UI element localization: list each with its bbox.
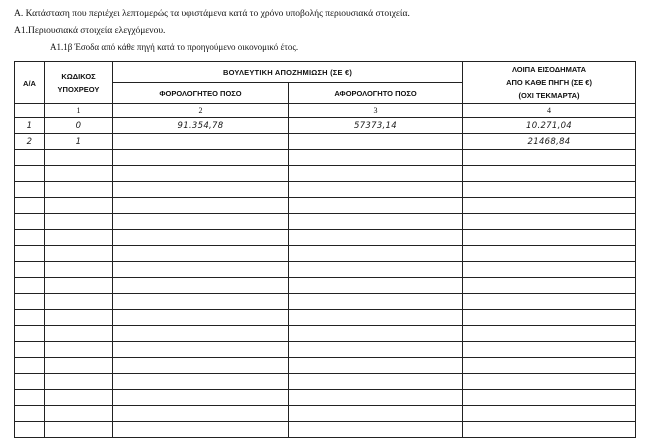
row-code: 0: [45, 118, 113, 134]
empty-cell: [45, 406, 113, 422]
empty-cell: [113, 278, 289, 294]
empty-cell: [289, 262, 463, 278]
table-row: [15, 134, 636, 150]
empty-row: [15, 326, 636, 342]
row-aa: 2: [15, 134, 45, 150]
empty-cell: [289, 310, 463, 326]
empty-row: [15, 294, 636, 310]
empty-cell: [289, 422, 463, 438]
empty-row: [15, 342, 636, 358]
empty-row: [15, 390, 636, 406]
empty-cell: [45, 150, 113, 166]
empty-cell: [15, 342, 45, 358]
empty-cell: [289, 374, 463, 390]
empty-cell: [45, 358, 113, 374]
empty-cell: [45, 198, 113, 214]
empty-cell: [15, 150, 45, 166]
empty-cell: [113, 230, 289, 246]
empty-row: [15, 422, 636, 438]
row-aa: 1: [15, 118, 45, 134]
column-number: 2: [113, 104, 289, 118]
empty-cell: [45, 214, 113, 230]
empty-cell: [289, 150, 463, 166]
empty-cell: [15, 406, 45, 422]
empty-cell: [113, 422, 289, 438]
empty-cell: [113, 390, 289, 406]
empty-cell: [113, 214, 289, 230]
empty-cell: [113, 198, 289, 214]
empty-cell: [113, 358, 289, 374]
empty-cell: [113, 246, 289, 262]
empty-cell: [15, 182, 45, 198]
row-nontaxable: [289, 134, 463, 150]
empty-cell: [113, 294, 289, 310]
column-number: 4: [463, 104, 636, 118]
empty-cell: [463, 374, 636, 390]
empty-cell: [45, 182, 113, 198]
empty-cell: [463, 342, 636, 358]
empty-cell: [45, 278, 113, 294]
empty-cell: [15, 198, 45, 214]
empty-cell: [15, 294, 45, 310]
empty-cell: [113, 342, 289, 358]
empty-cell: [463, 150, 636, 166]
empty-cell: [463, 278, 636, 294]
empty-cell: [463, 390, 636, 406]
empty-cell: [463, 246, 636, 262]
empty-cell: [45, 342, 113, 358]
empty-cell: [15, 246, 45, 262]
row-other-income: 21468,84: [463, 134, 636, 150]
header-nontaxable: ΑΦΟΡΟΛΟΓΗΤΟ ΠΟΣΟ: [289, 83, 463, 104]
empty-cell: [15, 390, 45, 406]
header-code: ΚΩΔΙΚΟΣ ΥΠΟΧΡΕΟΥ: [45, 62, 113, 104]
empty-cell: [45, 390, 113, 406]
empty-row: [15, 198, 636, 214]
empty-cell: [113, 310, 289, 326]
empty-cell: [15, 310, 45, 326]
empty-cell: [15, 166, 45, 182]
empty-cell: [113, 406, 289, 422]
empty-cell: [113, 166, 289, 182]
section-title: Α. Κατάσταση που περιέχει λεπτομερώς τα υφιστάμενα κατά το χρόνο υποβολής περιουσιακά στοιχεία.: [14, 9, 410, 19]
empty-cell: [113, 326, 289, 342]
empty-cell: [289, 246, 463, 262]
empty-cell: [289, 406, 463, 422]
empty-cell: [45, 166, 113, 182]
empty-cell: [289, 278, 463, 294]
header-salary: ΒΟΥΛΕΥΤΙΚΗ ΑΠΟΖΗΜΙΩΣΗ (ΣΕ €): [113, 62, 463, 83]
empty-cell: [113, 182, 289, 198]
empty-row: [15, 246, 636, 262]
empty-cell: [463, 230, 636, 246]
empty-cell: [15, 230, 45, 246]
empty-row: [15, 166, 636, 182]
empty-cell: [45, 230, 113, 246]
subsubsection-title: Α1.1β Έσοδα από κάθε πηγή κατά το προηγούμενο οικονομικό έτος.: [50, 42, 299, 52]
empty-cell: [113, 150, 289, 166]
empty-cell: [15, 422, 45, 438]
empty-cell: [45, 262, 113, 278]
empty-cell: [45, 374, 113, 390]
empty-cell: [463, 262, 636, 278]
empty-cell: [463, 182, 636, 198]
column-number: 3: [289, 104, 463, 118]
row-taxable: 91.354,78: [113, 118, 289, 134]
empty-row: [15, 278, 636, 294]
empty-row: [15, 358, 636, 374]
row-code: 1: [45, 134, 113, 150]
row-nontaxable: 57373,14: [289, 118, 463, 134]
column-number: 1: [45, 104, 113, 118]
empty-row: [15, 182, 636, 198]
empty-cell: [15, 278, 45, 294]
empty-row: [15, 150, 636, 166]
empty-cell: [113, 262, 289, 278]
empty-cell: [463, 422, 636, 438]
empty-cell: [289, 358, 463, 374]
empty-cell: [289, 198, 463, 214]
header-taxable: ΦΟΡΟΛΟΓΗΤΕΟ ΠΟΣΟ: [113, 83, 289, 104]
header-other-income: ΛΟΙΠΑ ΕΙΣΟΔΗΜΑΤΑ ΑΠΟ ΚΑΘΕ ΠΗΓΗ (ΣΕ €) (ΟΧΙ ΤΕΚΜΑΡΤΑ): [463, 62, 636, 104]
empty-cell: [463, 198, 636, 214]
empty-cell: [15, 214, 45, 230]
row-taxable: [113, 134, 289, 150]
empty-row: [15, 374, 636, 390]
empty-cell: [289, 182, 463, 198]
empty-row: [15, 230, 636, 246]
empty-cell: [289, 390, 463, 406]
empty-cell: [15, 358, 45, 374]
empty-cell: [289, 294, 463, 310]
empty-cell: [45, 294, 113, 310]
empty-cell: [45, 310, 113, 326]
empty-cell: [463, 326, 636, 342]
empty-row: [15, 406, 636, 422]
table-row: [15, 118, 636, 134]
empty-cell: [463, 310, 636, 326]
empty-row: [15, 262, 636, 278]
empty-row: [15, 310, 636, 326]
empty-cell: [15, 326, 45, 342]
empty-cell: [45, 422, 113, 438]
empty-cell: [289, 214, 463, 230]
empty-cell: [45, 246, 113, 262]
income-table: [14, 61, 636, 438]
empty-cell: [463, 294, 636, 310]
empty-cell: [289, 326, 463, 342]
empty-cell: [289, 230, 463, 246]
empty-cell: [15, 374, 45, 390]
empty-cell: [15, 262, 45, 278]
empty-cell: [463, 166, 636, 182]
column-numbers-row: [15, 104, 636, 118]
subsection-title: Α1.Περιουσιακά στοιχεία ελεγχόμενου.: [14, 26, 166, 36]
empty-cell: [463, 358, 636, 374]
empty-cell: [113, 374, 289, 390]
empty-cell: [463, 406, 636, 422]
empty-cell: [463, 214, 636, 230]
empty-row: [15, 214, 636, 230]
empty-cell: [289, 166, 463, 182]
empty-cell: [289, 342, 463, 358]
empty-cell: [45, 326, 113, 342]
header-aa: Α/Α: [15, 62, 45, 104]
row-other-income: 10.271,04: [463, 118, 636, 134]
